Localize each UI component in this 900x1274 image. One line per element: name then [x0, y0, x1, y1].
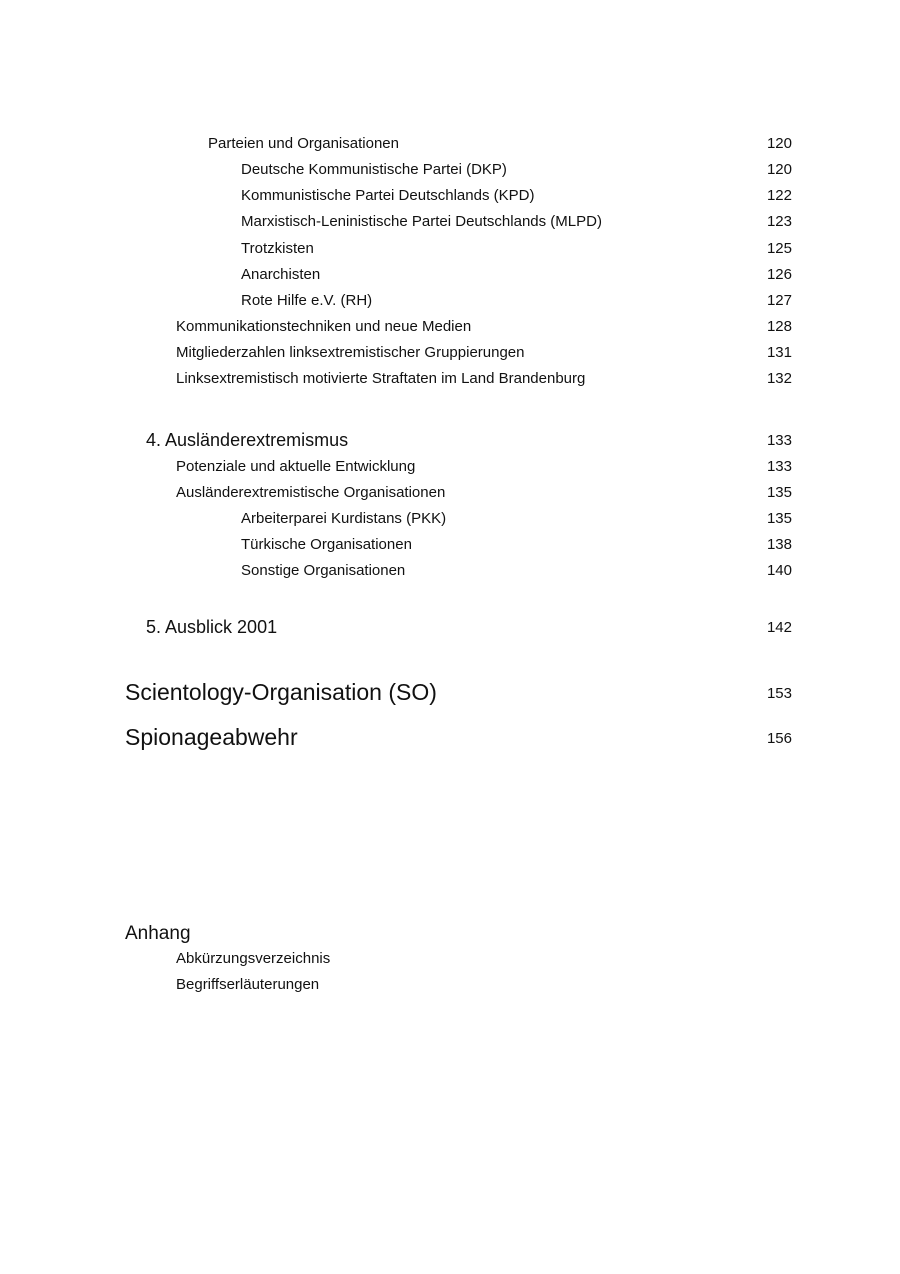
toc-entry-title: Kommunistische Partei Deutschlands (KPD): [241, 187, 535, 204]
toc-entry-title: Arbeiterparei Kurdistans (PKK): [241, 510, 447, 527]
toc-entry[interactable]: [0, 266, 900, 292]
toc-section-title: Spionageabwehr: [125, 724, 298, 750]
toc-entry-page: 131: [766, 344, 792, 361]
toc-entry-title: Trotzkisten: [241, 240, 314, 257]
toc-entry[interactable]: [0, 292, 900, 318]
toc-entry-page: 132: [766, 370, 792, 387]
toc-entry[interactable]: [0, 510, 900, 536]
toc-entry-title: Parteien und Organisationen: [208, 135, 399, 152]
toc-chapter[interactable]: [0, 430, 900, 456]
toc-section-title: Scientology-Organisation (SO): [125, 679, 437, 705]
appendix-heading: [0, 923, 900, 953]
toc-entry[interactable]: [0, 344, 900, 370]
toc-entry[interactable]: [0, 240, 900, 266]
toc-entry-page: 135: [766, 484, 792, 501]
toc-entry[interactable]: [0, 135, 900, 161]
toc-entry-page: 133: [766, 458, 792, 475]
toc-entry-title: Mitgliederzahlen linksextremistischer Gruppierungen: [176, 344, 525, 361]
toc-section[interactable]: [0, 679, 900, 713]
toc-entry-title: Marxistisch-Leninistische Partei Deutschlands (MLPD): [241, 213, 602, 230]
toc-entry-page: 138: [766, 536, 792, 553]
toc-entry-title: Anarchisten: [241, 266, 321, 283]
toc-entry-title: Potenziale und aktuelle Entwicklung: [176, 458, 416, 475]
toc-section-page: 156: [766, 730, 792, 747]
toc-entry[interactable]: [0, 562, 900, 588]
toc-entry[interactable]: [0, 187, 900, 213]
toc-entry-page: 120: [766, 161, 792, 178]
toc-chapter[interactable]: [0, 617, 900, 643]
appendix-item-title: Begriffserläuterungen: [176, 976, 320, 993]
toc-entry-page: 120: [766, 135, 792, 152]
toc-entry[interactable]: [0, 161, 900, 187]
toc-entry-title: Türkische Organisationen: [241, 536, 412, 553]
toc-entry[interactable]: [0, 484, 900, 510]
toc-entry-page: 123: [766, 213, 792, 230]
toc-entry-title: Kommunikationstechniken und neue Medien: [176, 318, 472, 335]
toc-section-page: 153: [766, 685, 792, 702]
toc-chapter-title: 4. Ausländerextremismus: [146, 430, 349, 450]
toc-entry-page: 127: [766, 292, 792, 309]
appendix-item[interactable]: [0, 976, 900, 1002]
toc-entry[interactable]: [0, 458, 900, 484]
toc-entry-page: 128: [766, 318, 792, 335]
toc-chapter-page: 142: [766, 619, 792, 636]
toc-entry-title: Deutsche Kommunistische Partei (DKP): [241, 161, 507, 178]
toc-entry-page: 135: [766, 510, 792, 527]
toc-entry[interactable]: [0, 370, 900, 396]
toc-entry-title: Linksextremistisch motivierte Straftaten im Land Brandenburg: [176, 370, 586, 387]
toc-entry-page: 140: [766, 562, 792, 579]
toc-entry-page: 122: [766, 187, 792, 204]
appendix-item[interactable]: [0, 950, 900, 976]
appendix-item-title: Abkürzungsverzeichnis: [176, 950, 331, 967]
toc-entry[interactable]: [0, 318, 900, 344]
toc-entry-title: Ausländerextremistische Organisationen: [176, 484, 446, 501]
toc-entry-page: 125: [766, 240, 792, 257]
toc-chapter-title: 5. Ausblick 2001: [146, 617, 278, 637]
toc-entry[interactable]: [0, 213, 900, 239]
toc-chapter-page: 133: [766, 432, 792, 449]
toc-entry-title: Sonstige Organisationen: [241, 562, 406, 579]
toc-entry[interactable]: [0, 536, 900, 562]
toc-entry-title: Rote Hilfe e.V. (RH): [241, 292, 373, 309]
appendix-title: Anhang: [125, 923, 191, 944]
toc-section[interactable]: [0, 724, 900, 758]
toc-entry-page: 126: [766, 266, 792, 283]
